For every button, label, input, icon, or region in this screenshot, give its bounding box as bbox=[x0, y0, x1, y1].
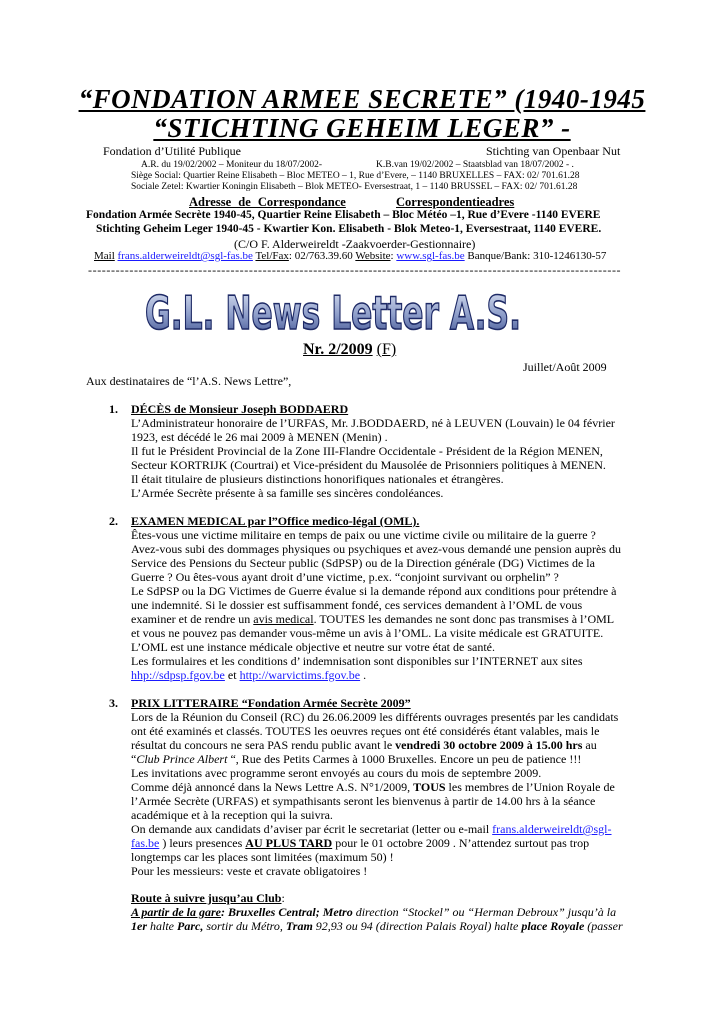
issue-nr: Nr. 2/2009 bbox=[303, 341, 373, 358]
s3-line: académique et à la reception qui la suivra. bbox=[131, 808, 333, 822]
s3-line: Lors de la Réunion du Conseil (RC) du 26.06.2009 les différents ouvrages presentés par les candidats bbox=[131, 710, 619, 724]
issue-lang: (F) bbox=[376, 341, 397, 358]
s3-text: au bbox=[582, 738, 597, 752]
tel-value: : 02/763.39.60 bbox=[288, 250, 353, 262]
mail-link[interactable]: frans.alderweireldt@sgl-fas.be bbox=[117, 250, 253, 262]
tel-label: Tel/Fax bbox=[255, 250, 289, 262]
s2-text: . TOUTES les demandes ne sont donc pas transmises à l’OML bbox=[313, 612, 615, 626]
s2-links bbox=[131, 668, 366, 683]
s3-text: ) leurs presences bbox=[159, 836, 246, 850]
section-2-heading: EXAMEN MEDICAL par l”Office medico-légal (OML). bbox=[131, 514, 420, 528]
s2-line: Service des Pensions du Secteur public (SdPSP) ou de la Direction générale (DG) Victimes de la bbox=[131, 556, 595, 570]
s3-line bbox=[131, 836, 589, 851]
s2-line: Le SdPSP ou la DG Victimes de Guerre évalue si la demande répond aux conditions pour prétendre à bbox=[131, 584, 617, 598]
s3-line: l’Armée Secrète (URFAS) et sympathisants seront les bienvenus à partir de 14.00 hrs à la séance bbox=[131, 794, 596, 808]
route-text: Tram bbox=[285, 919, 313, 933]
route-text: sortir du Métro, bbox=[203, 919, 286, 933]
banner-text: G.L. News Letter A.S. bbox=[145, 286, 521, 340]
issue-date: Juillet/Août 2009 bbox=[523, 360, 607, 374]
s3-line: longtemps car les places sont limitées (maximum 50) ! bbox=[131, 850, 394, 864]
club-name: Club Prince Albert bbox=[136, 752, 228, 766]
section-3-number: 3. bbox=[109, 696, 118, 710]
separator-line: -------------------------------------------------------------------------------------------------------------------- bbox=[88, 263, 622, 277]
route-text: Parc, bbox=[177, 919, 204, 933]
route-text: 1er bbox=[131, 919, 147, 933]
avis-medical: avis medical bbox=[253, 612, 314, 626]
s2-line: Les formulaires et les conditions d’ indemnisation sont disponibles sur l’INTERNET aux sites bbox=[131, 654, 583, 668]
s3-line: ont été examinés et classés. TOUTES les oeuvres reçues ont été considérés étant valables, mais le bbox=[131, 724, 600, 738]
section-2-number: 2. bbox=[109, 514, 118, 528]
route-line bbox=[131, 919, 623, 934]
s3-emphasis: TOUS bbox=[413, 780, 446, 794]
s3-line bbox=[131, 752, 581, 767]
s1-line: Il fut le Président Provincial de la Zone III-Flandre Occidentale - Président de la Région MENEN, bbox=[131, 444, 603, 458]
s2-line: Êtes-vous une victime militaire en temps de paix ou une victime civile ou militaire de la guerre ? bbox=[131, 528, 596, 542]
mail-label: Mail bbox=[94, 250, 115, 262]
greeting: Aux destinataires de “l’A.S. News Lettre”, bbox=[86, 374, 292, 388]
s3-line bbox=[131, 780, 615, 795]
route-from-station: A partir de la gare bbox=[131, 905, 222, 919]
s3-text: Comme déjà annoncé dans la News Lettre A.S. N°1/2009, bbox=[131, 780, 414, 794]
s1-line: Il était titulaire de plusieurs distinctions honorifiques nationales et étrangères. bbox=[131, 472, 504, 486]
route-text: : Bruxelles Central; Metro bbox=[221, 905, 353, 919]
s2-line: Guerre ? Ou êtes-vous ayant droit d’une victime, p.ex. “conjoint survivant ou orphelin” ? bbox=[131, 570, 559, 584]
s2-text: et bbox=[224, 668, 240, 682]
email-link-continued[interactable]: fas.be bbox=[131, 836, 160, 850]
s2-line: et vous ne pouvez pas demander vous-même un avis à l’OML. La visite médicale est GRATUITE. bbox=[131, 626, 604, 640]
s3-line: Pour les messieurs: veste et cravate obligatoires ! bbox=[131, 864, 368, 878]
s3-text: les membres de l’Union Royale de bbox=[445, 780, 615, 794]
route-text: direction “Stockel” ou “Herman Debroux” jusqu’à la bbox=[352, 905, 617, 919]
contact-line: Mail frans.alderweireldt@sgl-fas.be Tel/Fax: 02/763.39.60 Website: www.sgl-fas.be Banque/Bank: 310-1246130-57 bbox=[94, 250, 607, 262]
s3-line: Les invitations avec programme seront envoyés au cours du mois de septembre 2009. bbox=[131, 766, 542, 780]
route-text: (passer bbox=[584, 919, 623, 933]
s3-text: pour le 01 octobre 2009 . N’attendez surtout pas trop bbox=[332, 836, 590, 850]
siege-social: Siège Social: Quartier Reine Elisabeth – Bloc METEO – 1, Rue d’Evere, – 1140 BRUXELLES – FAX: 02/ 701.61.28 bbox=[131, 171, 580, 181]
section-1-number: 1. bbox=[109, 402, 118, 416]
email-link[interactable]: frans.alderweireldt@sgl- bbox=[492, 822, 612, 836]
newsletter-banner bbox=[140, 283, 526, 339]
s2-text: . bbox=[360, 668, 367, 682]
sdpsp-link[interactable]: hhp://sdpsp.fgov.be bbox=[131, 668, 225, 682]
s3-text: résultat du concours ne sera PAS rendu public avant le bbox=[131, 738, 396, 752]
s2-line: L’OML est une instance médicale objective et neutre sur votre état de santé. bbox=[131, 640, 495, 654]
s2-line: une indemnité. Si le dossier est suffisamment fondé, ces services demandent à l’OML de vous bbox=[131, 598, 583, 612]
event-date: vendredi 30 octobre 2009 à 15.00 hrs bbox=[395, 738, 583, 752]
s1-line: Secteur KORTRIJK (Courtrai) et Vice-président du Mausolée de Prisonniers politiques à MENEN. bbox=[131, 458, 606, 472]
s3-emphasis: AU PLUS TARD bbox=[245, 836, 333, 850]
adresse-heading: Adresse de Correspondance bbox=[189, 195, 346, 209]
title-fr: “FONDATION ARMEE SECRETE” (1940-1945 bbox=[78, 84, 646, 114]
banner-logo bbox=[140, 283, 526, 339]
route-line bbox=[131, 905, 616, 920]
address-fr: Fondation Armée Secrète 1940-45, Quartier Reine Elisabeth – Bloc Météo –1, Rue d’Evere -1140 EVERE bbox=[86, 209, 601, 221]
s3-text: “, Rue des Petits Carmes à 1000 Bruxelles. Encore un peu de patience !!! bbox=[227, 752, 582, 766]
route-text: 92,93 ou 94 (direction Palais Royal) halte bbox=[312, 919, 522, 933]
s2-text: examiner et de rendre un bbox=[131, 612, 254, 626]
s3-line bbox=[131, 738, 597, 753]
care-of: (C/O F. Alderweireldt -Zaakvoerder-Gestionnaire) bbox=[234, 237, 476, 251]
address-nl: Stichting Geheim Leger 1940-45 - Kwartier Kon. Elisabeth - Blok Meteo-1, Eversestraat, 1140 EVERE. bbox=[96, 223, 602, 235]
subtitle-nl: Stichting van Openbaar Nut bbox=[486, 144, 621, 158]
s3-text: “ bbox=[131, 752, 137, 766]
route-heading bbox=[131, 891, 285, 906]
ar-fr: A.R. du 19/02/2002 – Moniteur du 18/07/2002- bbox=[141, 160, 323, 170]
route-heading-text: Route à suivre jusqu’au Club bbox=[131, 891, 282, 905]
s2-line bbox=[131, 612, 614, 627]
s3-text: On demande aux candidats d’aviser par écrit le secretariat (letter ou e-mail bbox=[131, 822, 493, 836]
section-3-heading: PRIX LITTERAIRE “Fondation Armée Secrète 2009” bbox=[131, 696, 411, 710]
bank-info: Banque/Bank: 310-1246130-57 bbox=[467, 250, 607, 262]
warvictims-link[interactable]: http://warvictims.fgov.be bbox=[239, 668, 361, 682]
ar-nl: K.B.van 19/02/2002 – Staatsblad van 18/07/2002 - . bbox=[376, 160, 574, 170]
website-label: Website bbox=[355, 250, 391, 262]
route-colon: : bbox=[281, 891, 285, 905]
s2-line: Avez-vous subi des dommages physiques ou psychiques et avez-vous demandé une pension auprès du bbox=[131, 542, 622, 556]
s1-line: 1923, est décédé le 26 mai 2009 à MENEN (Menin) . bbox=[131, 430, 388, 444]
sociale-zetel: Sociale Zetel: Kwartier Koningin Elisabeth – Blok METEO- Eversestraat, 1 – 1140 BRUSSEL – FAX: 02/ 701.61.28 bbox=[131, 182, 578, 192]
website-link[interactable]: www.sgl-fas.be bbox=[396, 250, 465, 262]
s3-line bbox=[131, 822, 612, 837]
section-1-heading: DÉCÈS de Monsieur Joseph BODDAERD bbox=[131, 402, 349, 416]
issue-number bbox=[303, 341, 396, 359]
correspondentie-heading: Correspondentieadres bbox=[396, 195, 515, 209]
route-text: halte bbox=[147, 919, 177, 933]
s1-line: L’Administrateur honoraire de l’URFAS, Mr. J.BODDAERD, né à LEUVEN (Louvain) le 04 février bbox=[131, 416, 615, 430]
title-nl: “STICHTING GEHEIM LEGER” - bbox=[153, 113, 571, 143]
route-text: place Royale bbox=[521, 919, 585, 933]
subtitle-fr: Fondation d’Utilité Publique bbox=[103, 144, 241, 158]
s1-line: L’Armée Secrète présente à sa famille ses sincères condoléances. bbox=[131, 486, 444, 500]
